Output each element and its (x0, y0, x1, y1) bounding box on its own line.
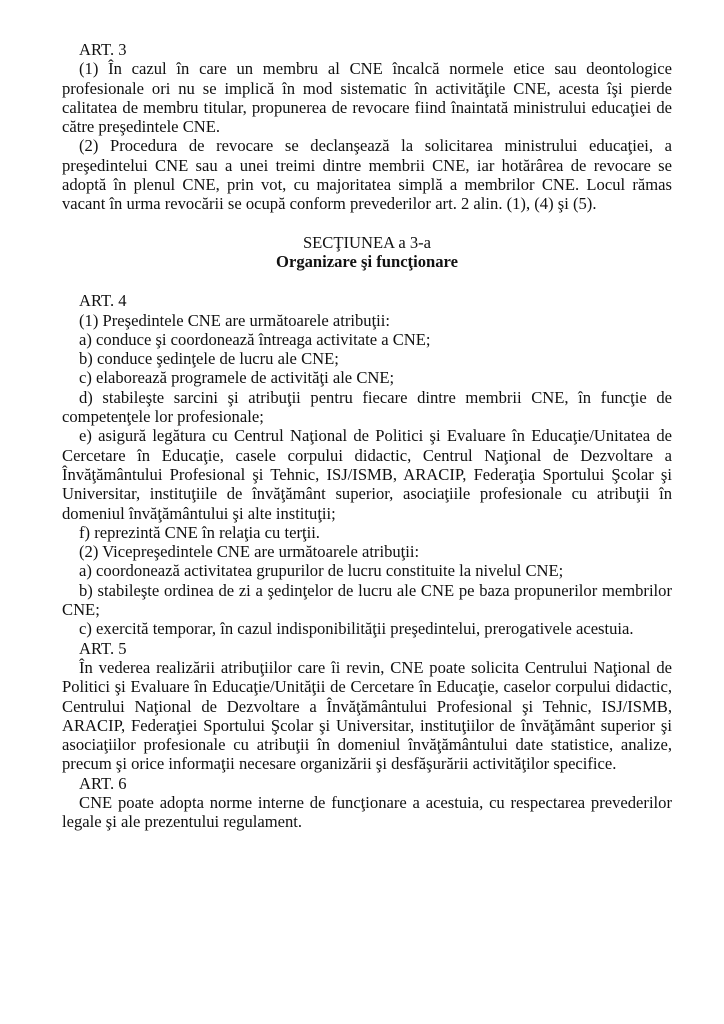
paragraph: În vederea realizării atribuţiilor care îi revin, CNE poate solicita Centrului Naţional de Politici şi Evaluare în Educaţie/Unităţii de Cercetare în Educaţie, caselor corpului didactic, Centrului Naţional de Dezvoltare a Învăţământului Profesional şi Tehnic, ISJ/ISMB, ARACIP, Federaţiei Sportului Şcolar şi Universitar, instituţiilor de învăţământ superior şi asociaţiilor profesionale cu atribuţii în domeniul învăţământului date statistice, analize, precum şi orice informaţii necesare organizării şi desfăşurării activităţilor specifice. (62, 657, 672, 774)
list-item: a) coordonează activitatea grupurilor de lucru constituite la nivelul CNE; (79, 561, 564, 581)
list-item: c) exercită temporar, în cazul indisponibilităţii preşedintelui, prerogativele acestuia. (79, 619, 634, 639)
paragraph: CNE poate adopta norme interne de funcţionare a acestuia, cu respectarea prevederilor legale şi ale prezentului regulament. (62, 792, 672, 832)
paragraph: (1) Preşedintele CNE are următoarele atribuţii: (79, 310, 391, 330)
article-5 (62, 639, 672, 774)
paragraph: (2) Procedura de revocare se declanşează la solicitarea ministrului educaţiei, a preşedintelui CNE sau a unei treimi dintre membrii CNE, iar hotărârea de revocare se adoptă în plenul CNE, prin vot, cu majoritatea simplă a membrilor CNE. Locul rămas vacant în urma revocării se ocupă conform prevederilor art. 2 alin. (1), (4) şi (5). (62, 136, 672, 214)
article-heading: ART. 3 (79, 40, 127, 59)
article-3 (62, 40, 672, 214)
paragraph: (1) În cazul în care un membru al CNE încalcă normele etice sau deontologice profesionale ori nu se implică în mod sistematic în activităţile CNE, acesta îşi pierde calitatea de membru titular, propunerea de revocare fiind înaintată ministrului educaţiei de către preşedintele CNE. (62, 59, 672, 137)
paragraph: (2) Vicepreşedintele CNE are următoarele atribuţii: (79, 542, 420, 562)
section-label: SECŢIUNEA a 3-a (302, 232, 432, 252)
article-4 (62, 291, 672, 638)
list-item: c) elaborează programele de activităţi ale CNE; (79, 368, 395, 388)
article-heading: ART. 6 (79, 773, 127, 793)
article-6 (62, 774, 672, 832)
article-heading: ART. 4 (79, 291, 127, 311)
list-item: b) stabileşte ordinea de zi a şedinţelor de lucru ale CNE pe baza propunerilor membrilor CNE; (62, 580, 672, 620)
list-item: b) conduce şedinţele de lucru ale CNE; (79, 349, 339, 369)
document-page (62, 40, 672, 832)
list-item: d) stabileşte sarcini şi atribuţii pentru fiecare dintre membrii CNE, în funcţie de competenţele lor profesionale; (62, 387, 672, 427)
article-heading: ART. 5 (79, 638, 127, 658)
list-item: f) reprezintă CNE în relaţia cu terţii. (79, 522, 320, 542)
list-item: e) asigură legătura cu Centrul Naţional de Politici şi Evaluare în Educaţie/Unitatea de Cercetare în Educaţie, casele corpului didactic, Centrul Naţional de Dezvoltare a Învăţământului Profesional şi Tehnic, ISJ/ISMB, ARACIP, Federaţia Sportului Şcolar şi Universitar, instituţiile de învăţământ superior, asociaţiile profesionale cu atribuţii în domeniul învăţământului şi alte instituţii; (62, 426, 672, 523)
section-header (62, 233, 672, 272)
list-item: a) conduce şi coordonează întreaga activitate a CNE; (79, 329, 431, 349)
section-title: Organizare şi funcţionare (276, 251, 458, 271)
